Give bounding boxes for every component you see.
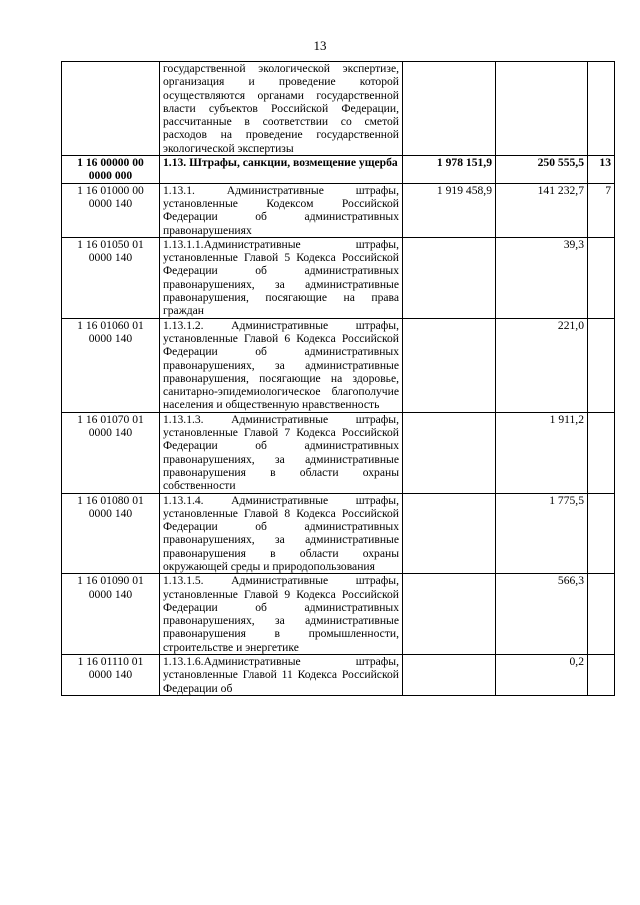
classification-code: 1 16 01090 01 0000 140 xyxy=(62,574,160,655)
plan-value xyxy=(403,412,496,493)
percent-value xyxy=(588,412,615,493)
percent-value xyxy=(588,62,615,156)
actual-value: 0,2 xyxy=(496,655,588,696)
plan-value: 1 919 458,9 xyxy=(403,183,496,237)
classification-code xyxy=(62,62,160,156)
classification-code: 1 16 01050 01 0000 140 xyxy=(62,237,160,318)
table-row xyxy=(62,62,615,156)
page-number: 13 xyxy=(313,38,327,53)
actual-value: 39,3 xyxy=(496,237,588,318)
percent-value xyxy=(588,493,615,574)
table-row xyxy=(62,156,615,184)
percent-value xyxy=(588,574,615,655)
actual-value: 566,3 xyxy=(496,574,588,655)
classification-code: 1 16 01080 01 0000 140 xyxy=(62,493,160,574)
classification-code: 1 16 01000 00 0000 140 xyxy=(62,183,160,237)
plan-value xyxy=(403,62,496,156)
revenue-name: 1.13.1.4. Административные штрафы, установленные Главой 8 Кодекса Российской Федерации об административных правонарушениях, за административные правонарушения в области охраны окружающей среды и природопользования xyxy=(160,493,403,574)
revenue-name: 1.13.1.6.Административные штрафы, установленные Главой 11 Кодекса Российской Федерации об xyxy=(160,655,403,696)
classification-code: 1 16 01110 01 0000 140 xyxy=(62,655,160,696)
revenue-name: 1.13.1. Административные штрафы, установленные Кодексом Российской Федерации об административных правонарушениях xyxy=(160,183,403,237)
plan-value: 1 978 151,9 xyxy=(403,156,496,184)
plan-value xyxy=(403,318,496,412)
actual-value: 1 911,2 xyxy=(496,412,588,493)
actual-value: 250 555,5 xyxy=(496,156,588,184)
plan-value xyxy=(403,493,496,574)
table-row xyxy=(62,412,615,493)
percent-value xyxy=(588,655,615,696)
percent-value xyxy=(588,237,615,318)
actual-value xyxy=(496,62,588,156)
percent-value: 7 xyxy=(588,183,615,237)
actual-value: 221,0 xyxy=(496,318,588,412)
actual-value: 141 232,7 xyxy=(496,183,588,237)
revenue-name: 1.13.1.2. Административные штрафы, установленные Главой 6 Кодекса Российской Федерации об административных правонарушениях, за административные правонарушения, посягающие на здоровье, санитарно-эпидемиологическое благополучие населения и общественную нравственность xyxy=(160,318,403,412)
plan-value xyxy=(403,574,496,655)
table-row xyxy=(62,493,615,574)
table-row xyxy=(62,237,615,318)
revenue-name: 1.13.1.1.Административные штрафы, установленные Главой 5 Кодекса Российской Федерации об административных правонарушениях, за административные правонарушения, посягающие на права граждан xyxy=(160,237,403,318)
plan-value xyxy=(403,237,496,318)
actual-value: 1 775,5 xyxy=(496,493,588,574)
table-row xyxy=(62,183,615,237)
revenue-name: 1.13.1.5. Административные штрафы, установленные Главой 9 Кодекса Российской Федерации об административных правонарушениях, за административные правонарушения в промышленности, строительстве и энергетике xyxy=(160,574,403,655)
revenue-name: 1.13. Штрафы, санкции, возмещение ущерба xyxy=(160,156,403,184)
budget-table xyxy=(61,61,615,696)
revenue-name: государственной экологической экспертизе, организация и проведение которой осуществляются органами государственной власти субъектов Российской Федерации, рассчитанные в соответствии со сметой расходов на проведение государственной экологической экспертизы xyxy=(160,62,403,156)
classification-code: 1 16 00000 00 0000 000 xyxy=(62,156,160,184)
classification-code: 1 16 01060 01 0000 140 xyxy=(62,318,160,412)
revenue-name: 1.13.1.3. Административные штрафы, установленные Главой 7 Кодекса Российской Федерации об административных правонарушениях, за административные правонарушения в области охраны собственности xyxy=(160,412,403,493)
plan-value xyxy=(403,655,496,696)
percent-value: 13 xyxy=(588,156,615,184)
table-row xyxy=(62,574,615,655)
classification-code: 1 16 01070 01 0000 140 xyxy=(62,412,160,493)
table-row xyxy=(62,318,615,412)
table-row xyxy=(62,655,615,696)
percent-value xyxy=(588,318,615,412)
